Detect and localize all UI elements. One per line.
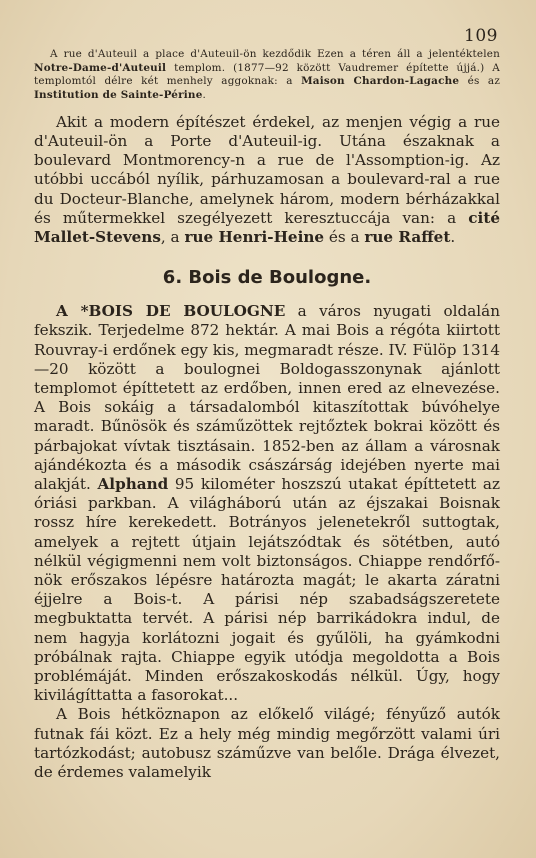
bold-term: Maison Chardon-Lagache [301,75,460,88]
text: A rue d'Auteuil a place d'Auteuil-ön kezdődik Ezen a téren áll a jelentéktelen [50,48,500,60]
text: Akit a modern építészet érdekel, az menjen végig a rue d'Auteuil-ön a Porte d'Auteuil-ig. Utána északnak a boulevard Montmorency-n a rue de l'Assomption-ig. Az utóbbi uccából nyílik, párhuzamosan a boulevard-ral a rue du Docteur-Blanche, amelynek három, modern bérházakkal és műtermekkel szegélyezett keresztuccája van: a [34,112,500,227]
text: és a [324,227,365,246]
body-paragraph-1 [34,113,500,247]
text: A Bois hétköznapon az előkelő világé; fényűző autók futnak fái közt. Ez a hely még mindig megőrzött valami úri tartózkodást; autobusz száműzve van belőle. Drága élvezet, de érdemes valamelyik [34,705,500,782]
bold-term: rue Raffet [364,227,451,246]
bold-term: A *BOIS DE BOULOGNE [56,302,286,321]
body-paragraph-2 [34,302,500,705]
bold-term: Notre-Dame-d'Auteuil [34,61,167,74]
text: a város nyugati oldalán fekszik. Terjedelme 872 hektár. A mai Bois a régóta kiirtott Rouvray-i erdőnek egy kis, megmaradt része. IV. Fülöp 1314—20 között a boulognei Boldogasszonynak ajánlott templomot építtetett az erdőben, innen ered az elnevezése. A Bois sokáig a társadalomból kitaszítottak búvóhelye maradt. Bűnösök és száműzöttek rejtőztek bokrai között és párbajokat vívtak tisztásain. 1852-ben az állam a városnak ajándékozta és a második császárság idejében nyerte mai alakját. [34,302,500,494]
page-number: 109 [464,26,498,46]
bold-term: rue Henri-Heine [184,227,325,246]
text: . [202,88,207,101]
text: 95 kilométer hoszszú utakat építtetett az óriási parkban. A világháború után az éjszakai Boisnak rossz híre kerekedett. Botrányos jelenetekről suttogtak, amelyek a rejtett útjain lejátszódtak és sötétben, autó nélkül végigmenni nem volt biztonságos. Chiappe rendőrfőnök erőszakos lépésre határozta magát; le akarta záratni éjjelre a Bois-t. A párisi nép szabadságszeretete megbuktatta tervét. A párisi nép barrikádokra indul, de nem hagyja korlátozni jogait és gyűlöli, ha gyámkodni próbálnak rajta. Chiappe egyik utódja megoldotta a Bois problémáját. Minden erőszakoskodás nélkül. Úgy, hogy kivilágíttatta a fasorokat... [34,475,500,705]
text: , a [160,227,185,246]
section-heading: 6. Bois de Boulogne. [162,267,372,289]
text: templom. (1877—92 között Vaudremer építette újjá.) A templomtól délre két menhely aggoknak: a [34,61,500,88]
body-paragraph-3 [34,705,500,782]
text: és az [459,75,500,88]
bold-term: Institution de Sainte-Périne [34,88,203,101]
footnote-paragraph [34,48,500,102]
bold-term: Alphand [97,475,169,494]
text: . [450,227,456,246]
bold-term: cité Mallet-Stevens [34,208,500,246]
